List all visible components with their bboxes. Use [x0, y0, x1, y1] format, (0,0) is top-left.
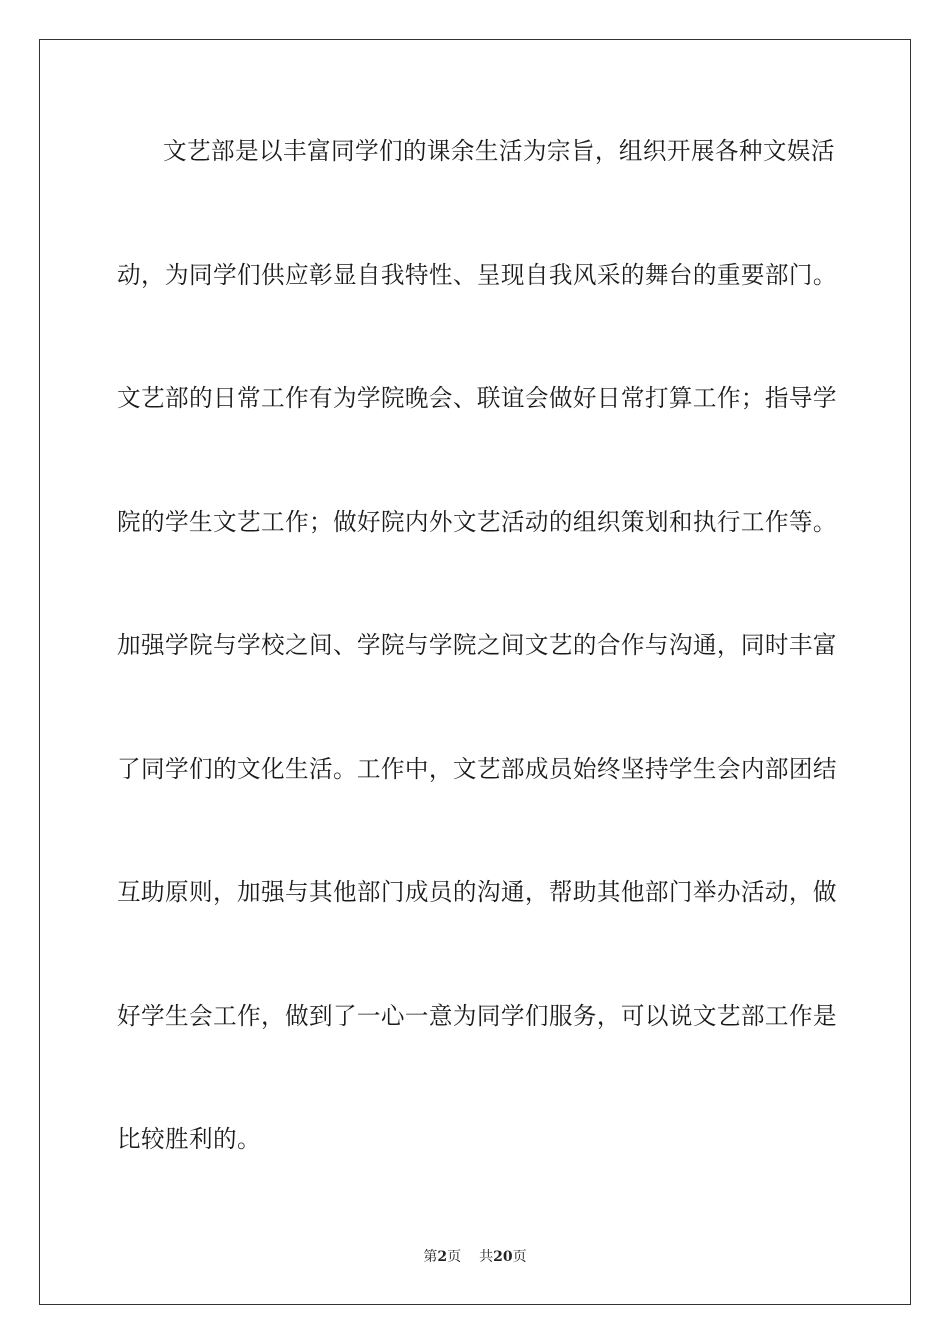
paragraph-line-9: 比较胜利的。	[117, 1125, 261, 1153]
paragraph-line-6: 了同学们的文化生活。工作中，文艺部成员始终坚持学生会内部团结	[117, 755, 837, 783]
page-border	[39, 39, 911, 1305]
paragraph-line-8: 好学生会工作，做到了一心一意为同学们服务，可以说文艺部工作是	[117, 1002, 837, 1030]
paragraph-line-2: 动，为同学们供应彰显自我特性、呈现自我风采的舞台的重要部门。	[117, 261, 837, 289]
total-prefix: 共	[479, 1249, 494, 1265]
total-suffix: 页	[512, 1249, 527, 1265]
page-number: 2	[437, 1249, 448, 1265]
page-prefix: 第	[423, 1249, 438, 1265]
page-footer	[0, 1248, 950, 1266]
paragraph-line-5: 加强学院与学校之间、学院与学院之间文艺的合作与沟通，同时丰富	[117, 631, 837, 659]
paragraph-line-7: 互助原则，加强与其他部门成员的沟通，帮助其他部门举办活动，做	[117, 878, 837, 906]
paragraph-line-1: 文艺部是以丰富同学们的课余生活为宗旨，组织开展各种文娱活	[163, 137, 835, 165]
paragraph-line-3: 文艺部的日常工作有为学院晚会、联谊会做好日常打算工作；指导学	[117, 384, 837, 412]
paragraph-line-4: 院的学生文艺工作；做好院内外文艺活动的组织策划和执行工作等。	[117, 508, 837, 536]
total-pages: 20	[493, 1249, 513, 1265]
page-suffix: 页	[447, 1249, 462, 1265]
